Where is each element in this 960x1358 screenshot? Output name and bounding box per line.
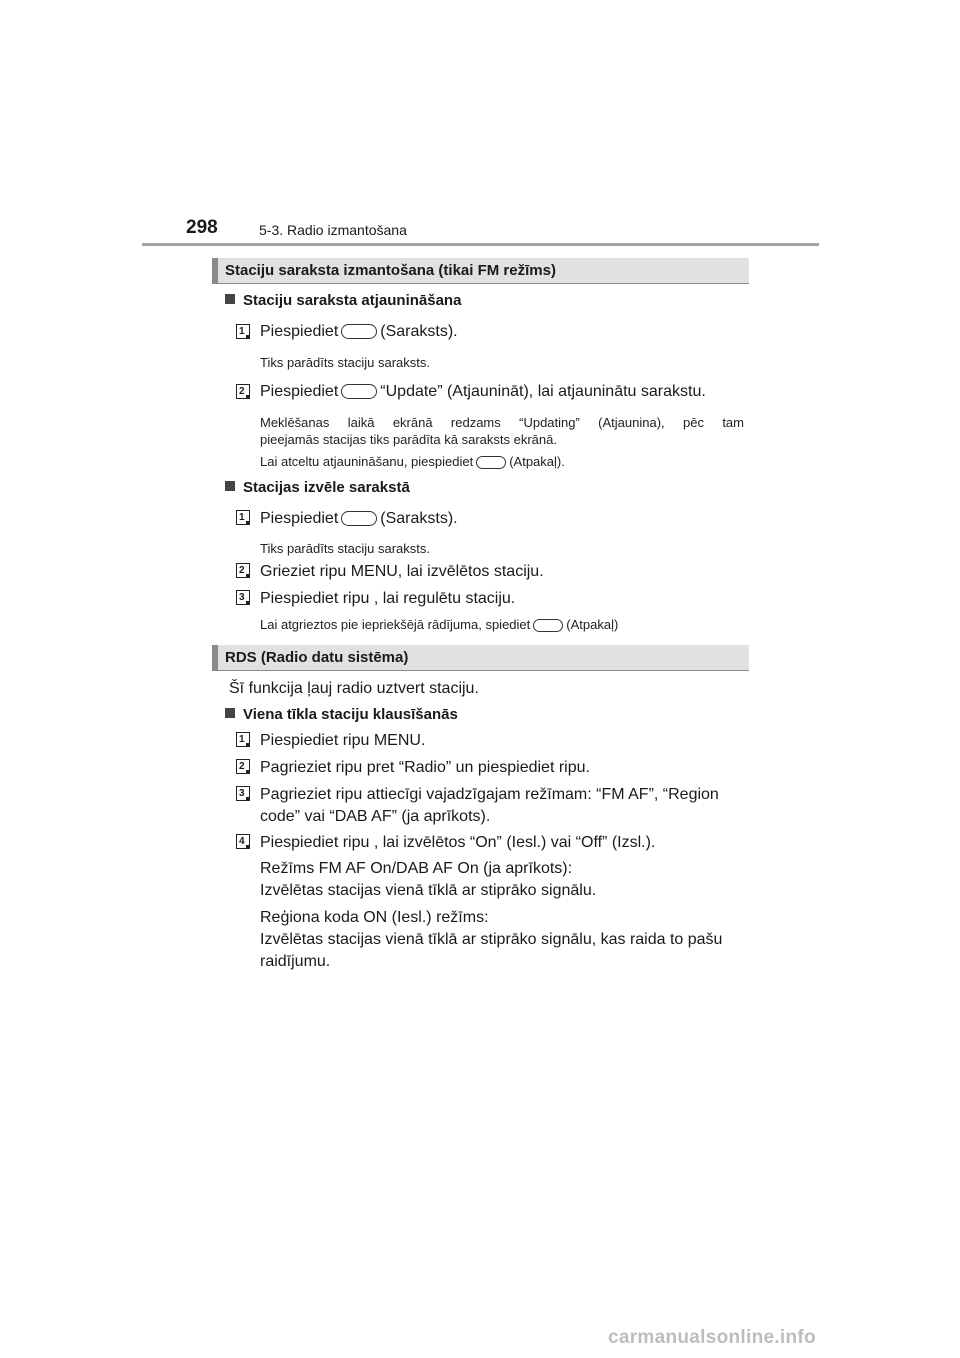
watermark: carmanualsonline.info [608, 1327, 816, 1348]
chapter-title: 5-3. Radio izmantošana [259, 222, 407, 238]
mode-description: Izvēlētas stacijas vienā tīklā ar stiprāko signālu. [260, 882, 597, 899]
section-stripe [212, 258, 218, 283]
back-button-icon [533, 619, 563, 632]
step-note: Tiks parādīts staciju saraksts. [260, 541, 431, 556]
step-note: Lai atceltu atjaunināšanu, piespiediet (Atpakaļ). [260, 454, 565, 469]
step-text: Grieziet ripu MENU, lai izvēlētos staciju. [260, 563, 544, 580]
step-note: pieejamās stacijas tiks parādīta kā saraksts ekrānā. [260, 432, 557, 447]
subheading-network-listening [225, 706, 458, 723]
subheading-text: Stacijas izvēle sarakstā [243, 479, 410, 496]
back-button-icon [476, 456, 506, 469]
step-number-badge-icon: 2 [236, 384, 250, 399]
page-number: 298 [186, 217, 218, 238]
mode-description: Režīms FM AF On/DAB AF On (ja aprīkots): [260, 860, 573, 877]
step-text: Piespiediet (Saraksts). [260, 510, 458, 527]
step-text: Pagrieziet ripu attiecīgi vajadzīgajam režīmam: “FM AF”, “Region [260, 786, 719, 803]
step-number-badge-icon: 1 [236, 510, 250, 525]
subheading-list-update [225, 292, 461, 309]
square-bullet-icon [225, 294, 235, 304]
step-text: Pagrieziet ripu pret “Radio” un piespiediet ripu. [260, 759, 590, 776]
mode-description: raidījumu. [260, 953, 331, 970]
step-number-badge-icon: 3 [236, 786, 250, 801]
step-note: Lai atgrieztos pie iepriekšējā rādījuma, spiediet (Atpakaļ) [260, 617, 619, 632]
update-button-icon [341, 384, 377, 399]
section-intro: Šī funkcija ļauj radio uztvert staciju. [229, 680, 479, 697]
section-stripe [212, 645, 218, 670]
subheading-text: Viena tīkla staciju klausīšanās [243, 706, 458, 723]
step-note: Meklēšanas laikā ekrānā redzams “Updating” (Atjaunina), pēc tam [260, 415, 744, 430]
mode-description: Reģiona koda ON (Iesl.) režīms: [260, 909, 489, 926]
step-number-badge-icon: 3 [236, 590, 250, 605]
square-bullet-icon [225, 481, 235, 491]
step-number-badge-icon: 2 [236, 563, 250, 578]
step-number-badge-icon: 1 [236, 732, 250, 747]
list-button-icon [341, 324, 377, 339]
mode-description: Izvēlētas stacijas vienā tīklā ar stiprāko signālu, kas raida to pašu [260, 931, 723, 948]
section-heading-station-list [212, 258, 749, 284]
header-divider [142, 243, 819, 246]
section-title: RDS (Radio datu sistēma) [225, 649, 409, 666]
step-number-badge-icon: 1 [236, 324, 250, 339]
step-note: Tiks parādīts staciju saraksts. [260, 355, 431, 370]
step-text: Piespiediet ripu , lai regulētu staciju. [260, 590, 516, 607]
section-heading-rds [212, 645, 749, 671]
list-button-icon [341, 511, 377, 526]
subheading-station-select [225, 479, 410, 496]
step-text: Piespiediet “Update” (Atjaunināt), lai atjauninātu sarakstu. [260, 383, 706, 400]
step-text: Piespiediet (Saraksts). [260, 323, 458, 340]
step-text: Piespiediet ripu MENU. [260, 732, 426, 749]
square-bullet-icon [225, 708, 235, 718]
section-title: Staciju saraksta izmantošana (tikai FM režīms) [225, 262, 556, 279]
step-text: Piespiediet ripu , lai izvēlētos “On” (Iesl.) vai “Off” (Izsl.). [260, 834, 656, 851]
step-number-badge-icon: 4 [236, 834, 250, 849]
subheading-text: Staciju saraksta atjaunināšana [243, 292, 462, 309]
step-text: code” vai “DAB AF” (ja aprīkots). [260, 808, 491, 825]
step-number-badge-icon: 2 [236, 759, 250, 774]
